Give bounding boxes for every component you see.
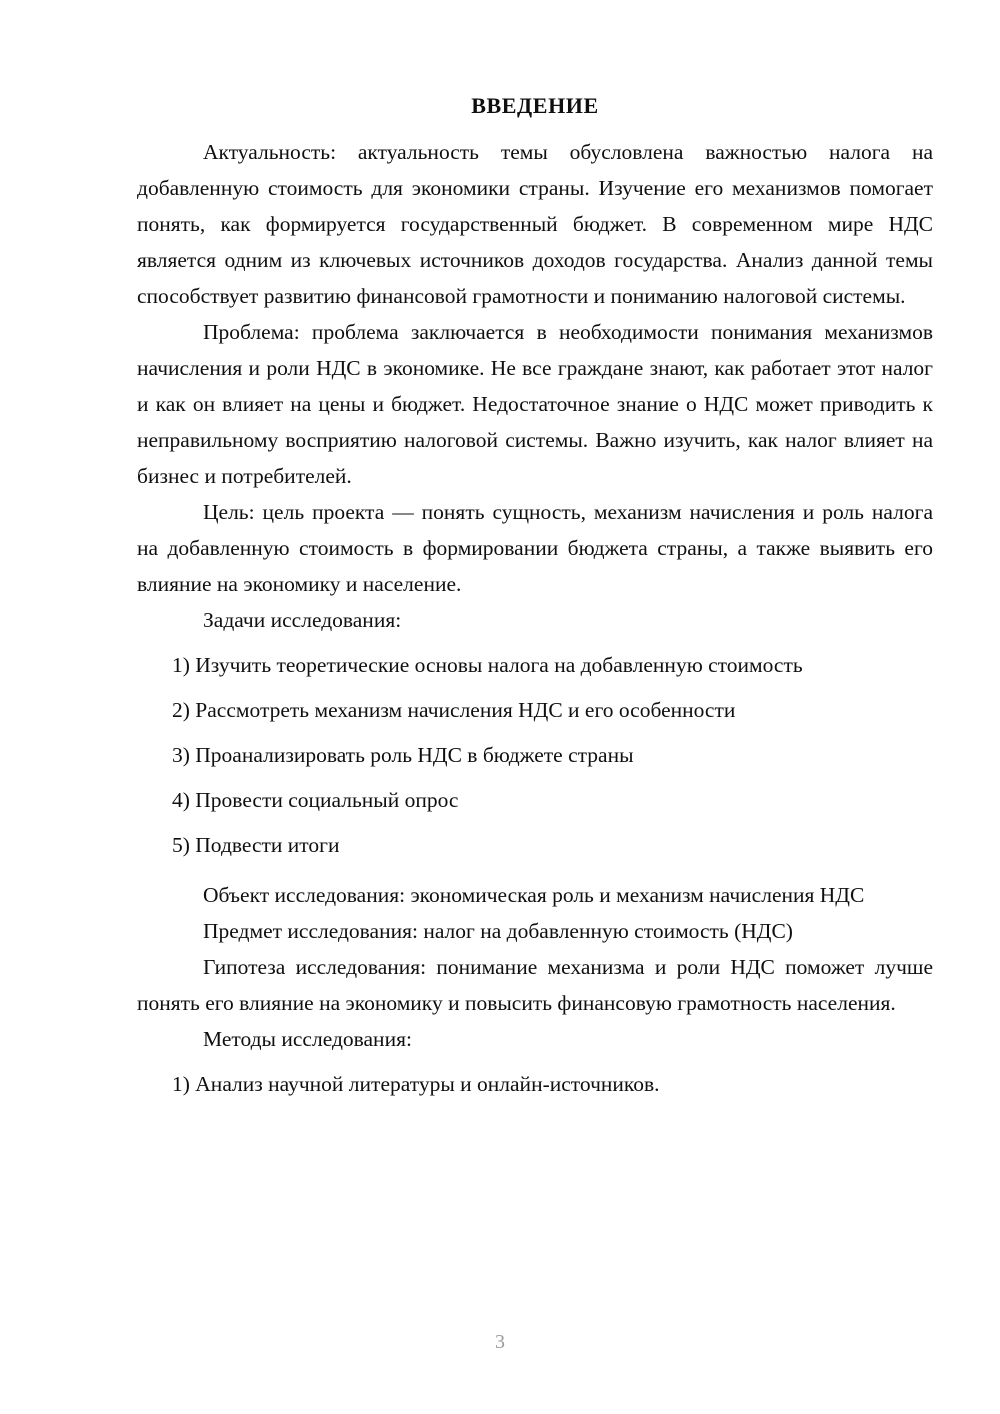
list-item: 3) Проанализировать роль НДС в бюджете страны — [172, 743, 634, 767]
paragraph-relevance: Актуальность: актуальность темы обусловлена важностью налога на добавленную стоимость для экономики страны. Изучение его механизмов помогает понять, как формируется государственный бюджет. В современном мире НДС является одним из ключевых источников доходов государства. Анализ данной темы способствует развитию финансовой грамотности и пониманию налоговой системы. — [137, 140, 933, 308]
tasks-label: Задачи исследования: — [203, 608, 402, 632]
paragraph-hypothesis: Гипотеза исследования: понимание механизма и роли НДС поможет лучше понять его влияние на экономику и повысить финансовую грамотность населения. — [137, 955, 933, 1015]
spacer — [137, 863, 933, 877]
list-item: 4) Провести социальный опрос — [172, 788, 459, 812]
paragraph-goal: Цель: цель проекта — понять сущность, механизм начисления и роль налога на добавленную стоимость в формировании бюджета страны, а также выявить его влияние на экономику и население. — [137, 500, 933, 596]
list-item: 2) Рассмотреть механизм начисления НДС и его особенности — [172, 698, 736, 722]
methods-list — [137, 1066, 933, 1102]
page-title: ВВЕДЕНИЕ — [471, 93, 599, 118]
paragraph-problem: Проблема: проблема заключается в необходимости понимания механизмов начисления и роли НДС в экономике. Не все граждане знают, как работает этот налог и как он влияет на цены и бюджет. Недостаточное знание о НДС может приводить к неправильному восприятию налоговой системы. Важно изучить, как налог влияет на бизнес и потребителей. — [137, 320, 933, 488]
paragraph-subject: Предмет исследования: налог на добавленную стоимость (НДС) — [203, 919, 793, 943]
document-body — [137, 88, 933, 1102]
list-item: 5) Подвести итоги — [172, 833, 340, 857]
page-number: 3 — [495, 1331, 505, 1353]
list-item: 1) Изучить теоретические основы налога на добавленную стоимость — [172, 653, 803, 677]
list-item: 1) Анализ научной литературы и онлайн-источников. — [172, 1072, 660, 1096]
methods-label: Методы исследования: — [203, 1027, 412, 1051]
tasks-list — [137, 647, 933, 863]
paragraph-object: Объект исследования: экономическая роль и механизм начисления НДС — [203, 883, 865, 907]
